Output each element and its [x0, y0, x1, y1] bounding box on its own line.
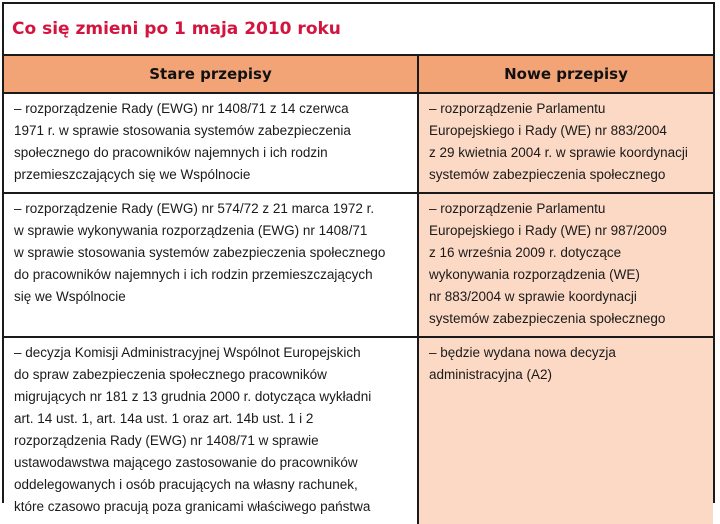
header-old-regulations: Stare przepisy: [4, 56, 418, 93]
cell-text-line: – rozporządzenie Rady (EWG) nr 1408/71 z 14 czerwca: [14, 101, 349, 116]
new-regulation-cell: [418, 193, 713, 337]
cell-text-line: systemów zabezpieczenia społecznego: [429, 167, 666, 182]
new-regulation-cell: [418, 337, 713, 524]
cell-text-line: do spraw zabezpieczenia społecznego pracowników: [14, 367, 327, 382]
cell-text-line: migrujących nr 181 z 13 grudnia 2000 r. dotycząca wykładni: [14, 389, 372, 404]
old-regulation-cell: [4, 93, 418, 193]
regulations-box: [2, 2, 715, 514]
table-row: [4, 337, 713, 524]
cell-text-line: w sprawie stosowania systemów zabezpieczenia społecznego: [14, 245, 386, 260]
cell-text-line: oddelegowanych i osób pracujących na własny rachunek,: [14, 477, 358, 492]
cell-text-line: – rozporządzenie Rady (EWG) nr 574/72 z 21 marca 1972 r.: [14, 201, 375, 216]
cell-text-line: – decyzja Komisji Administracyjnej Wspólnot Europejskich: [14, 345, 361, 360]
cell-text-line: się we Wspólnocie: [14, 289, 126, 304]
cell-text-line: w sprawie wykonywania rozporządzenia (EWG) nr 1408/71: [14, 223, 368, 238]
cell-text-line: rozporządzenia Rady (EWG) nr 1408/71 w sprawie: [14, 433, 319, 448]
cell-text-line: – będzie wydana nowa decyzja: [429, 345, 616, 360]
cell-text-line: wykonywania rozporządzenia (WE): [429, 267, 640, 282]
cell-text-line: administracyjna (A2): [429, 367, 553, 382]
table-row: [4, 93, 713, 193]
box-title: Co się zmieni po 1 maja 2010 roku: [4, 4, 713, 56]
table-row: [4, 193, 713, 337]
cell-text-line: z 16 września 2009 r. dotyczące: [429, 245, 622, 260]
regulations-table: [4, 56, 713, 524]
header-new-regulations: Nowe przepisy: [418, 56, 713, 93]
cell-text-line: 1971 r. w sprawie stosowania systemów zabezpieczenia: [14, 123, 351, 138]
cell-text-line: art. 14 ust. 1, art. 14a ust. 1 oraz art. 14b ust. 1 i 2: [14, 411, 314, 426]
cell-text-line: nr 883/2004 w sprawie koordynacji: [429, 289, 637, 304]
new-regulation-cell: [418, 93, 713, 193]
cell-text-line: ustawodawstwa mającego zastosowanie do pracowników: [14, 455, 358, 470]
cell-text-line: przemieszczających się we Wspólnocie: [14, 167, 251, 182]
cell-text-line: które czasowo pracują poza granicami właściwego państwa: [14, 499, 371, 514]
cell-text-line: z 29 kwietnia 2004 r. w sprawie koordynacji: [429, 145, 688, 160]
cell-text-line: Europejskiego i Rady (WE) nr 987/2009: [429, 223, 667, 238]
cell-text-line: Europejskiego i Rady (WE) nr 883/2004: [429, 123, 667, 138]
old-regulation-cell: [4, 337, 418, 524]
cell-text-line: społecznego do pracowników najemnych i ich rodzin: [14, 145, 328, 160]
header-row: [4, 56, 713, 93]
cell-text-line: – rozporządzenie Parlamentu: [429, 101, 606, 116]
cell-text-line: systemów zabezpieczenia społecznego: [429, 311, 666, 326]
cell-text-line: – rozporządzenie Parlamentu: [429, 201, 606, 216]
old-regulation-cell: [4, 193, 418, 337]
cell-text-line: do pracowników najemnych i ich rodzin przemieszczających: [14, 267, 373, 282]
